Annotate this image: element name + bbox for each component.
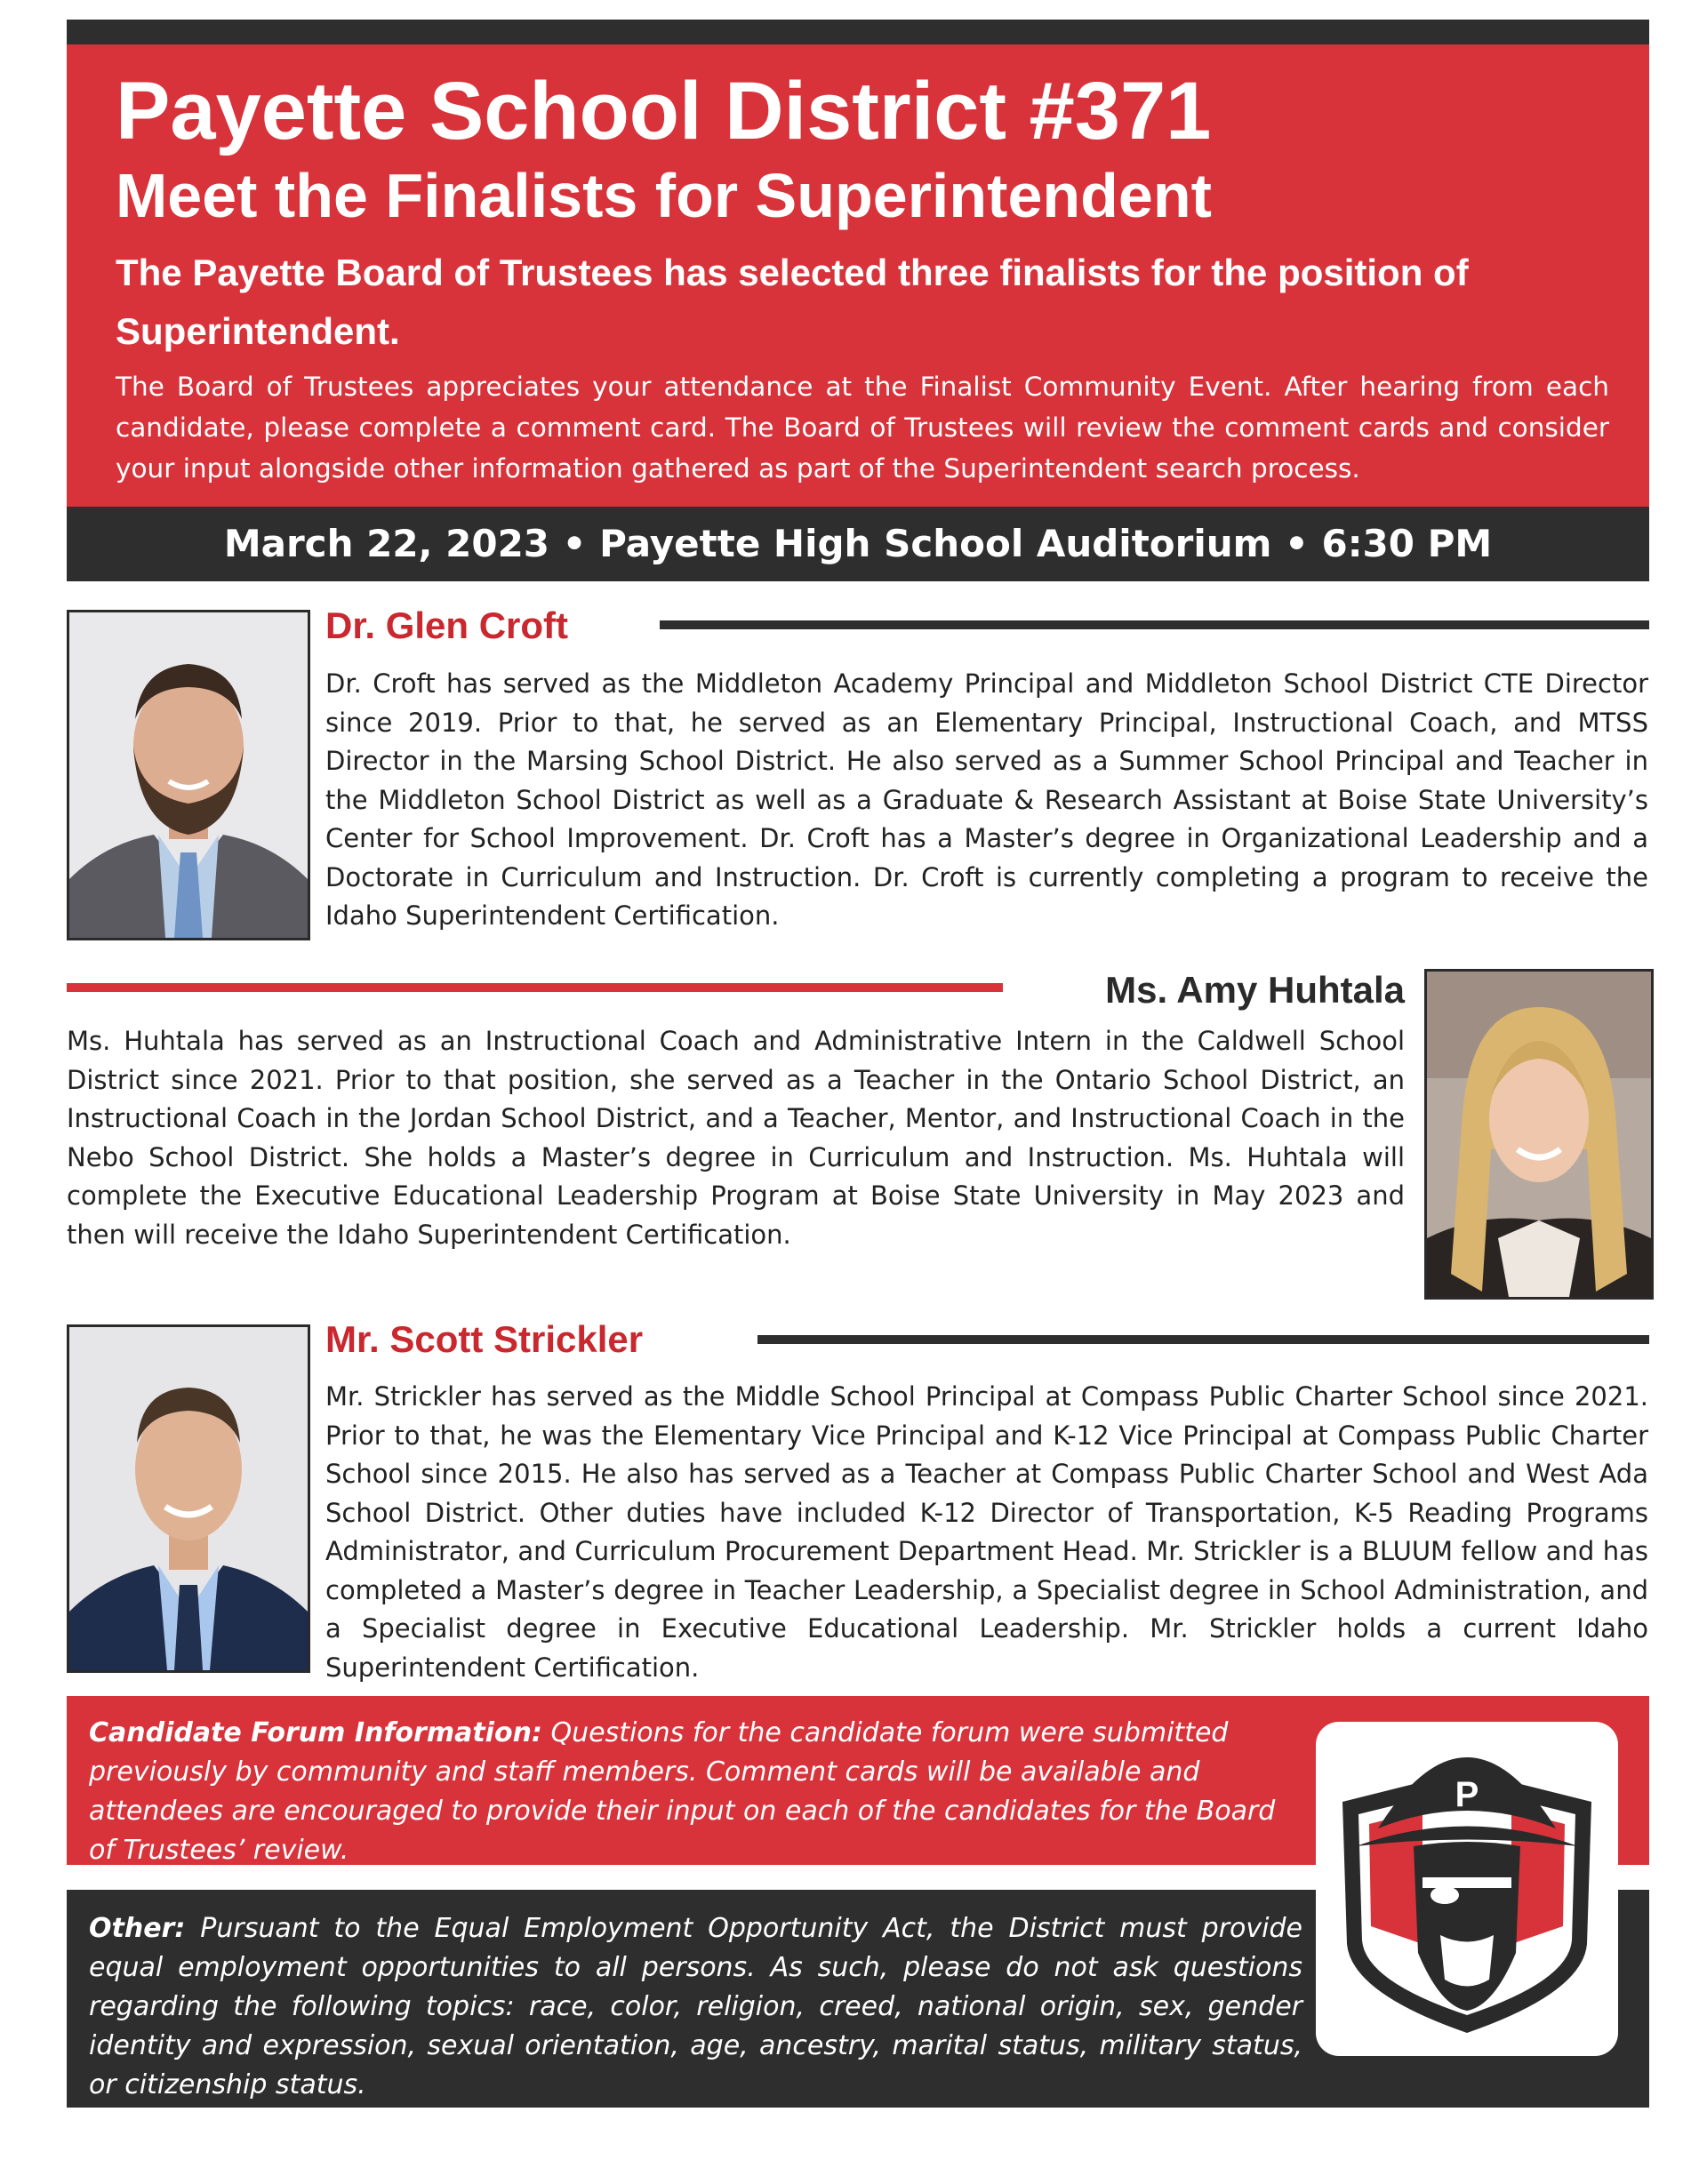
candidate-name-strickler: Mr. Scott Strickler	[325, 1318, 644, 1360]
header-banner	[67, 44, 1649, 507]
candidate-bio-strickler: Mr. Strickler has served as the Middle School Principal at Compass Public Charter School since 2021. Prior to that, he was the Elementary Vice Principal and K-12 Vice Principal at Compass Public Charter School since 2015. He also has served as a Teacher at Compass Public Charter School and West Ada School District. Other duties have included K-12 Director of Transportation, K-5 Reading Programs Administrator, and Curriculum Procurement Department Head. Mr. Strickler is a BLUUM fellow and has completed a Master’s degree in Teacher Leadership, a Specialist degree in School Administration, and a Specialist degree in Executive Educational Leadership. Mr. Strickler holds a current Idaho Superintendent Certification.	[325, 1381, 1648, 1683]
header-top-bar	[67, 20, 1649, 44]
other-info-body: Pursuant to the Equal Employment Opportunity Act, the District must provide equal employment opportunities to all persons. As such, please do not ask questions regarding the following topics: race, color, religion, creed, national origin, sex, gender identity and expression, sexual orientation, age, ancestry, marital status, military status, or citizenship status.	[89, 1913, 1302, 2100]
logo-letter: P	[1455, 1775, 1479, 1814]
pirate-logo	[1316, 1722, 1618, 2056]
forum-info-body: Questions for the candidate forum were submitted previously by community and staff members. Comment cards will be available and attendees are encouraged to provide their input on each of the candidates for the Board of Trustees’ review.	[89, 1717, 1276, 1866]
candidate-bio-croft: Dr. Croft has served as the Middleton Academy Principal and Middleton School District CTE Director since 2019. Prior to that, he served as an Elementary Principal, Instructional Coach, and MTSS Director in the Marsing School District. He also served as a Summer School Principal and Teacher in the Middleton School District as well as a Graduate & Research Assistant at Boise State University’s Center for School Improvement. Dr. Croft has a Master’s degree in Organizational Leadership and a Doctorate in Curriculum and Instruction. Dr. Croft is currently completing a program to receive the Idaho Superintendent Certification.	[325, 668, 1648, 931]
divider-rule	[757, 1335, 1649, 1344]
other-info-label: Other:	[89, 1913, 186, 1944]
candidate-name-huhtala: Ms. Amy Huhtala	[1105, 969, 1405, 1011]
pirate-shield-icon	[1316, 1722, 1618, 2056]
divider-rule	[660, 620, 1649, 629]
candidate-photo-huhtala	[1424, 969, 1654, 1300]
candidate-name-croft: Dr. Glen Croft	[325, 604, 569, 646]
page-title: Payette School District #371	[116, 66, 1212, 156]
candidate-photo-croft	[67, 610, 310, 940]
candidate-photo-strickler	[67, 1324, 310, 1673]
candidate-bio-huhtala: Ms. Huhtala has served as an Instructional Coach and Administrative Intern in the Caldwell School District since 2021. Prior to that position, she served as a Teacher in the Ontario School District, an Instructional Coach in the Jordan School District, and a Teacher, Mentor, and Instructional Coach in the Nebo School District. She holds a Master’s degree in Curriculum and Instruction. Ms. Huhtala will complete the Executive Educational Leadership Program at Boise State University in May 2023 and then will receive the Idaho Superintendent Certification.	[67, 1026, 1405, 1250]
page-subtitle: Meet the Finalists for Superintendent	[116, 161, 1212, 230]
forum-info-label: Candidate Forum Information:	[89, 1717, 542, 1748]
header-body: The Board of Trustees appreciates your attendance at the Finalist Community Event. After hearing from each candidate, please complete a comment card. The Board of Trustees will review the comment cards and consider your input alongside other information gathered as part of the Superintendent search process.	[116, 372, 1609, 484]
header-lead: The Payette Board of Trustees has selected three finalists for the position of Superintendent.	[116, 252, 1469, 352]
divider-rule	[67, 983, 1003, 992]
event-details: March 22, 2023 • Payette High School Auditorium • 6:30 PM	[67, 507, 1649, 581]
forum-info-text	[89, 1714, 1302, 1870]
other-info-text	[89, 1909, 1302, 2105]
